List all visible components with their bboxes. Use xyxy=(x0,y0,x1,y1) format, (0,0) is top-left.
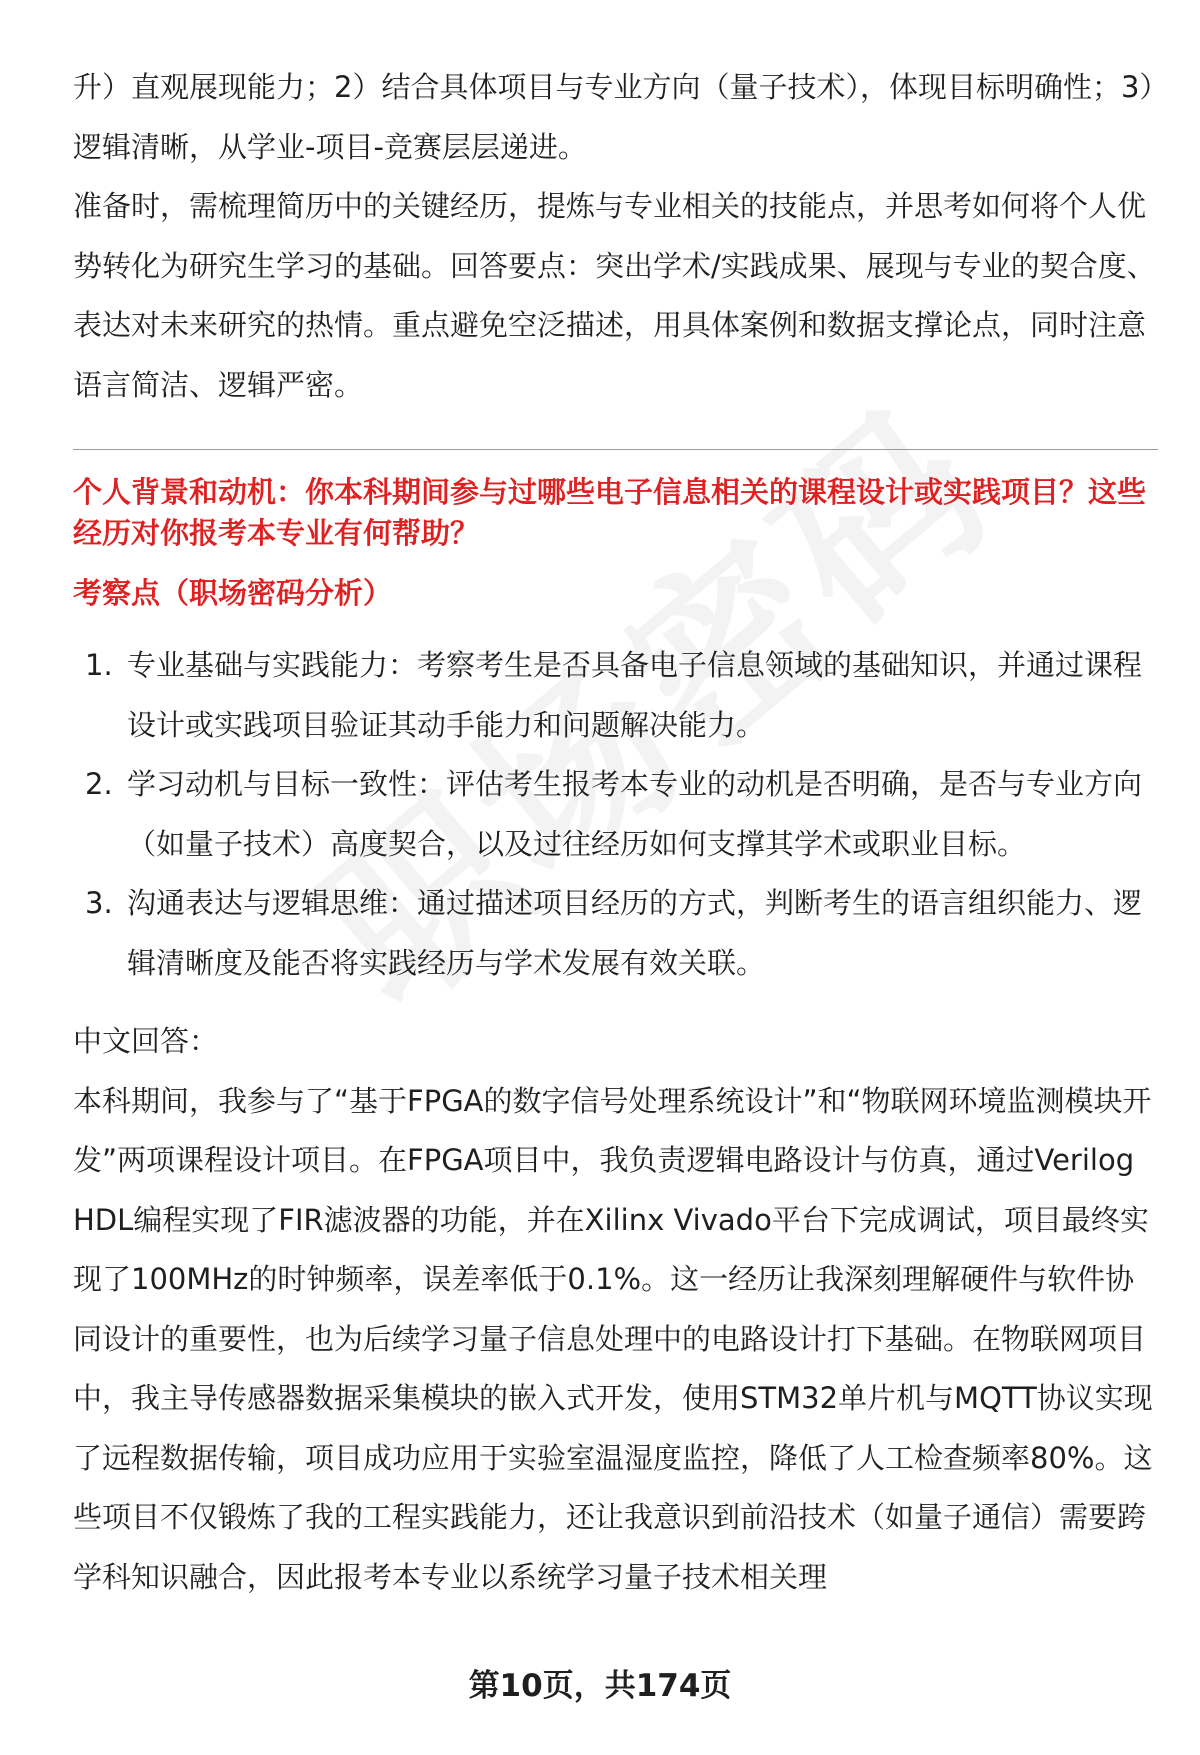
intro-paragraph: 升）直观展现能力；2）结合具体项目与专业方向（量子技术），体现目标明确性；3）逻辑清晰，从学业-项目-竞赛层层递进。 xyxy=(73,70,1154,164)
list-item xyxy=(73,874,1158,993)
list-text: 专业基础与实践能力：考察考生是否具备电子信息领域的基础知识，并通过课程设计或实践项目验证其动手能力和问题解决能力。 xyxy=(127,648,1143,742)
list-number: 1. xyxy=(85,648,113,682)
assessment-title: 考察点（职场密码分析） xyxy=(73,576,393,610)
assessment-list xyxy=(73,636,1158,993)
list-text: 沟通表达与逻辑思维：通过描述项目经历的方式，判断考生的语言组织能力、逻辑清晰度及能否将实践经历与学术发展有效关联。 xyxy=(127,886,1143,980)
list-item xyxy=(73,636,1158,755)
document-body xyxy=(73,58,1158,1607)
section-divider xyxy=(73,449,1158,450)
intro-paragraph: 准备时，需梳理简历中的关键经历，提炼与专业相关的技能点，并思考如何将个人优势转化为研究生学习的基础。回答要点：突出学术/实践成果、展现与专业的契合度、表达对未来研究的热情。重点避免空泛描述，用具体案例和数据支撑论点，同时注意语言简洁、逻辑严密。 xyxy=(73,189,1156,402)
list-text: 学习动机与目标一致性：评估考生报考本专业的动机是否明确，是否与专业方向（如量子技术）高度契合，以及过往经历如何支撑其学术或职业目标。 xyxy=(127,767,1143,861)
answer-body: 本科期间，我参与了“基于FPGA的数字信号处理系统设计”和“物联网环境监测模块开发”两项课程设计项目。在FPGA项目中，我负责逻辑电路设计与仿真，通过Verilog HDL编程实现了FIR滤波器的功能，并在Xilinx Vivado平台下完成调试，项目最终实现了100MHz的时钟频率，误差率低于0.1%。这一经历让我深刻理解硬件与软件协同设计的重要性，也为后续学习量子信息处理中的电路设计打下基础。在物联网项目中，我主导传感器数据采集模块的嵌入式开发，使用STM32单片机与MQTT协议实现了远程数据传输，项目成功应用于实验室温湿度监控，降低了人工检查频率80%。这些项目不仅锻炼了我的工程实践能力，还让我意识到前沿技术（如量子通信）需要跨学科知识融合，因此报考本专业以系统学习量子技术相关理 xyxy=(73,1083,1153,1594)
list-number: 3. xyxy=(85,886,113,920)
list-number: 2. xyxy=(85,767,113,801)
question-heading: 个人背景和动机：你本科期间参与过哪些电子信息相关的课程设计或实践项目？这些经历对你报考本专业有何帮助？ xyxy=(73,475,1147,550)
page-number: 第10页，共174页 xyxy=(468,1668,732,1704)
list-item xyxy=(73,755,1158,874)
answer-title: 中文回答： xyxy=(73,1024,219,1058)
